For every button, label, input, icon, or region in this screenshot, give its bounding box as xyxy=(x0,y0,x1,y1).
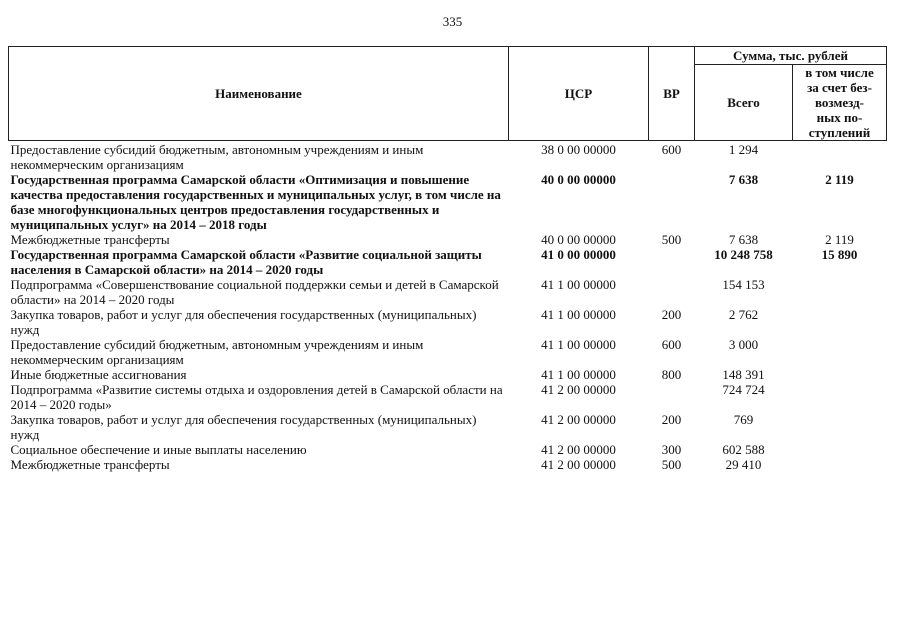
row-csr: 40 0 00 00000 xyxy=(541,232,616,247)
header-free xyxy=(793,65,887,141)
header-free-line: ных по- xyxy=(816,110,863,125)
row-free: 2 119 xyxy=(825,172,854,187)
row-name: Межбюджетные трансферты xyxy=(10,232,170,247)
table-row xyxy=(9,141,887,173)
row-free xyxy=(793,141,887,173)
row-name: Государственная программа Самарской области «Развитие социальной защиты населения в Самарской области» на 2014 – 2020 годы xyxy=(10,247,482,277)
table-row xyxy=(9,442,887,457)
row-name: Иные бюджетные ассигнования xyxy=(10,367,187,382)
row-free xyxy=(793,457,887,472)
page-number: 335 xyxy=(442,14,463,29)
table-row xyxy=(9,367,887,382)
row-csr: 40 0 00 00000 xyxy=(541,172,616,187)
table-row xyxy=(9,172,887,232)
row-csr: 41 0 00 00000 xyxy=(541,247,616,262)
table-row xyxy=(9,247,887,277)
row-name: Подпрограмма «Развитие системы отдыха и оздоровления детей в Самарской области на 2014 – 2020 годы» xyxy=(10,382,503,412)
budget-table xyxy=(8,46,887,472)
table-row xyxy=(9,457,887,472)
row-total: 2 762 xyxy=(728,307,759,322)
row-vr xyxy=(649,172,695,232)
row-name: Межбюджетные трансферты xyxy=(10,457,170,472)
row-vr: 500 xyxy=(661,457,682,472)
row-total: 10 248 758 xyxy=(714,247,773,262)
table-row xyxy=(9,337,887,367)
row-vr: 500 xyxy=(661,232,682,247)
header-sum-group: Сумма, тыс. рублей xyxy=(695,47,887,65)
row-free xyxy=(793,412,887,442)
table-row xyxy=(9,232,887,247)
row-total: 29 410 xyxy=(725,457,762,472)
row-csr: 41 2 00 00000 xyxy=(541,442,616,457)
header-free-line: в том числе xyxy=(805,65,874,80)
header-name: Наименование xyxy=(9,47,509,141)
row-total: 724 724 xyxy=(722,382,765,397)
row-csr: 41 1 00 00000 xyxy=(541,367,616,382)
row-csr: 41 2 00 00000 xyxy=(541,457,616,472)
row-csr: 41 1 00 00000 xyxy=(541,307,616,322)
header-free-line: ступлений xyxy=(808,125,871,140)
row-name: Предоставление субсидий бюджетным, автономным учреждениям и иным некоммерческим организациям xyxy=(10,142,424,172)
row-free xyxy=(793,277,887,307)
row-vr xyxy=(649,277,695,307)
row-total: 154 153 xyxy=(722,277,765,292)
row-free xyxy=(793,367,887,382)
table-row xyxy=(9,307,887,337)
row-name: Государственная программа Самарской области «Оптимизация и повышение качества предоставления государственных и муниципальных услуг, в том числе на базе многофункциональных центров предоставления государственных и муниципальных услуг» на 2014 – 2018 годы xyxy=(10,172,501,232)
row-name: Подпрограмма «Совершенствование социальной поддержки семьи и детей в Самарской области» на 2014 – 2020 годы xyxy=(10,277,499,307)
row-vr: 800 xyxy=(661,367,682,382)
table-row xyxy=(9,277,887,307)
header-vr: ВР xyxy=(649,47,695,141)
table-header xyxy=(9,47,887,141)
row-vr: 200 xyxy=(661,307,682,322)
row-total: 148 391 xyxy=(722,367,765,382)
row-csr: 41 2 00 00000 xyxy=(541,382,616,397)
row-free xyxy=(793,442,887,457)
row-name: Предоставление субсидий бюджетным, автономным учреждениям и иным некоммерческим организациям xyxy=(10,337,424,367)
header-total: Всего xyxy=(695,65,793,141)
row-csr: 41 1 00 00000 xyxy=(541,337,616,352)
row-name: Закупка товаров, работ и услуг для обеспечения государственных (муниципальных) нужд xyxy=(10,412,477,442)
row-total: 7 638 xyxy=(728,232,759,247)
row-free xyxy=(793,382,887,412)
header-csr: ЦСР xyxy=(509,47,649,141)
row-vr: 600 xyxy=(661,142,682,157)
row-vr: 200 xyxy=(661,412,682,427)
row-vr: 300 xyxy=(661,442,682,457)
table-body xyxy=(9,141,887,473)
row-total: 1 294 xyxy=(728,142,759,157)
row-total: 3 000 xyxy=(728,337,759,352)
header-free-line: возмезд- xyxy=(815,95,864,110)
row-csr: 41 2 00 00000 xyxy=(541,412,616,427)
row-total: 769 xyxy=(733,412,754,427)
row-vr xyxy=(649,247,695,277)
row-free xyxy=(793,337,887,367)
row-name: Социальное обеспечение и иные выплаты населению xyxy=(10,442,307,457)
row-vr: 600 xyxy=(661,337,682,352)
row-csr: 41 1 00 00000 xyxy=(541,277,616,292)
row-free: 15 890 xyxy=(821,247,858,262)
row-vr xyxy=(649,382,695,412)
header-free-line: за счет без- xyxy=(807,80,872,95)
row-csr: 38 0 00 00000 xyxy=(541,142,616,157)
row-total: 7 638 xyxy=(728,172,759,187)
row-free xyxy=(793,307,887,337)
table-row xyxy=(9,412,887,442)
table-row xyxy=(9,382,887,412)
row-free: 2 119 xyxy=(825,232,854,247)
row-name: Закупка товаров, работ и услуг для обеспечения государственных (муниципальных) нужд xyxy=(10,307,477,337)
row-total: 602 588 xyxy=(722,442,765,457)
